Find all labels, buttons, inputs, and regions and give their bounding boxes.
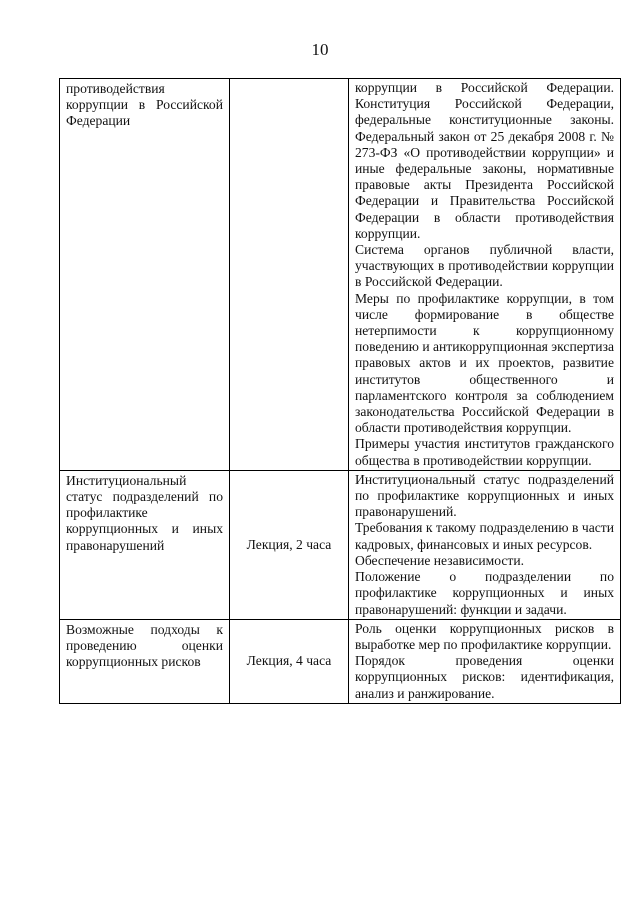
content-paragraph: Институциональный статус подразделений по профилактике коррупционных и иных правонарушений. — [355, 471, 614, 520]
content-cell — [349, 79, 621, 471]
table-row — [60, 79, 621, 471]
content-paragraph: Порядок проведения оценки коррупционных рисков: идентификация, анализ и ранжирование. — [355, 653, 614, 701]
content-paragraph: Требования к такому подразделению в части кадровых, финансовых и иных ресурсов. — [355, 520, 614, 552]
content-paragraph: Роль оценки коррупционных рисков в выработке мер по профилактике коррупции. — [355, 620, 614, 652]
content-paragraph: Система органов публичной власти, участвующих в противодействии коррупции в Российской Федерации. — [355, 242, 614, 290]
form-cell: Лекция, 4 часа — [230, 619, 349, 703]
table-row — [60, 470, 621, 619]
content-paragraph: коррупции в Российской Федерации. Конституция Российской Федерации, федеральные конституционные законы. Федеральный закон от 25 декабря 2008 г. № 273-ФЗ «О противодействии коррупции» и иные федеральные законы, нормативные правовые акты Президента Российской Федерации и Правительства Российской Федерации в области противодействия коррупции. — [355, 80, 614, 241]
content-paragraph: Обеспечение независимости. — [355, 552, 525, 568]
form-cell: Лекция, 2 часа — [230, 470, 349, 619]
content-paragraph: Меры по профилактике коррупции, в том числе формирование в обществе нетерпимости к коррупционному поведению и антикоррупционная экспертиза правовых актов и их проектов, развитие институтов общественного и парламентского контроля за соблюдением законодательства Российской Федерации в области противодействия коррупции. — [355, 290, 614, 436]
page-number: 10 — [311, 40, 329, 59]
content-paragraph: Примеры участия институтов гражданского общества в противодействии коррупции. — [355, 436, 614, 468]
topic-cell: Возможные подходы к проведению оценки коррупционных рисков — [60, 619, 230, 703]
curriculum-table — [59, 78, 621, 704]
topic-cell: Институциональный статус подразделений по профилактике коррупционных и иных правонарушений — [60, 470, 230, 619]
table-row — [60, 619, 621, 703]
topic-cell: противодействия коррупции в Российской Федерации — [60, 79, 230, 471]
content-cell — [349, 619, 621, 703]
form-cell — [230, 79, 349, 471]
content-paragraph: Положение о подразделении по профилактике коррупционных и иных правонарушений: функции и задачи. — [355, 569, 614, 617]
content-cell — [349, 470, 621, 619]
